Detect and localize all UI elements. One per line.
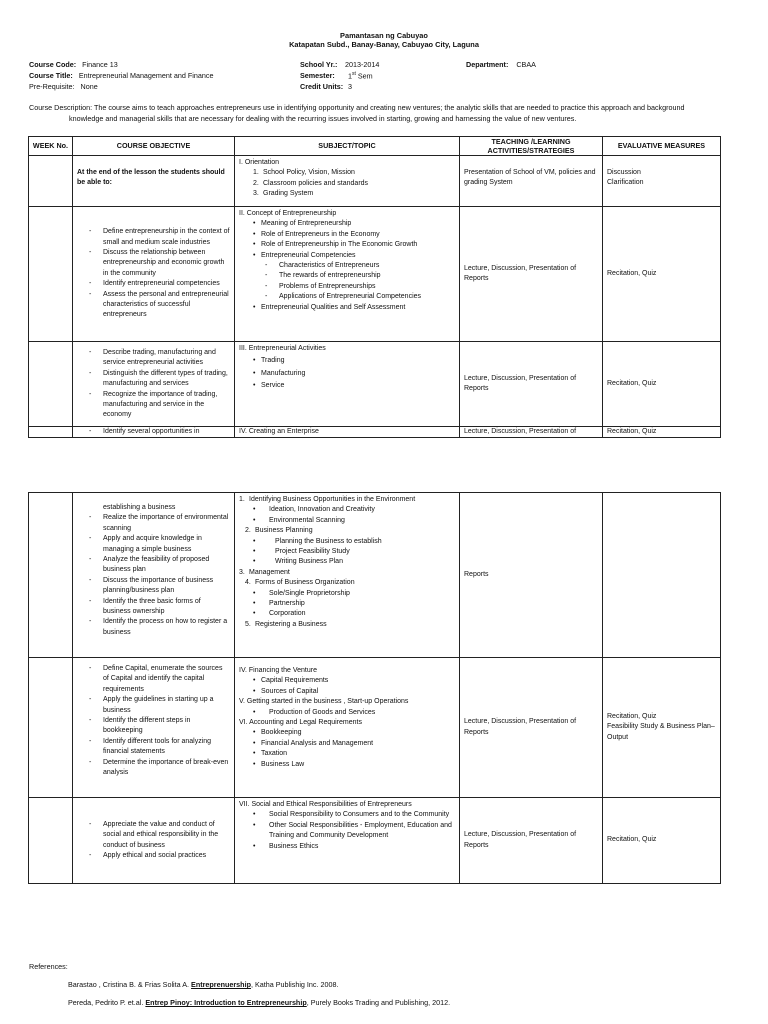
course-code [29, 60, 118, 69]
objective-item: - Realize the importance of environmental scanning [89, 513, 230, 534]
course-title-label: Course Title: [29, 71, 73, 80]
objective-item: - Recognize the importance of trading, manufacturing and service in the economy [89, 390, 230, 421]
description-line-1: Course Description: The course aims to teach approaches entrepreneurs use in identifying opportunity and creating new ventures; the analytic skills that are needed to practice this approach and background [29, 103, 685, 112]
evaluative-cell: Recitation, Quiz [603, 798, 721, 884]
list-item: 2. Classroom policies and standards [253, 179, 369, 187]
objective-item: - Identify the different steps in bookkeeping [89, 716, 230, 737]
teaching-cell: Presentation of School of VM, policies and grading System [460, 156, 603, 207]
list-item: 4. Forms of Business Organization [245, 579, 355, 587]
subject-title: I. Orientation [239, 159, 280, 166]
list-item: • Business Ethics [239, 842, 455, 852]
subject-cell [235, 156, 460, 207]
list-item: 3. Management [239, 568, 290, 576]
teaching-cell: Reports [460, 493, 603, 658]
week-cell [29, 798, 73, 884]
objective-item: - Appreciate the value and conduct of social and ethical responsibility in the conduct of business [89, 820, 230, 851]
subject-cell [235, 658, 460, 798]
objective-item: - Identify several opportunities in [89, 427, 230, 437]
table-row [29, 798, 721, 884]
list-item: • Service [239, 381, 455, 391]
credit-units [300, 82, 352, 91]
header-objective: COURSE OBJECTIVE [73, 137, 235, 156]
list-item: • Trading [239, 356, 455, 366]
objective-item: - Apply ethical and social practices [89, 851, 230, 861]
list-item: • Sole/Single Proprietorship [239, 589, 455, 599]
objective-item: - Identify different tools for analyzing financial statements [89, 737, 230, 758]
objective-item: - Distinguish the different types of trading, manufacturing and services [89, 369, 230, 390]
reference-item: Barastao , Cristina B. & Frias Solita A. Entreprenuership, Katha Publishig Inc. 2008. [68, 980, 339, 989]
subject-title: VI. Accounting and Legal Requirements [239, 719, 362, 727]
dept-label: Department: [466, 60, 509, 69]
course-title-value: Entrepreneurial Management and Finance [78, 71, 214, 80]
week-cell [29, 493, 73, 658]
table-header-row [29, 137, 721, 156]
list-item: 3. Grading System [253, 190, 314, 198]
list-item: • Production of Goods and Services [239, 708, 455, 718]
table-row [29, 207, 721, 342]
evaluative-cell [603, 156, 721, 207]
evaluative-cell [603, 658, 721, 798]
semester [300, 71, 373, 81]
semester-value: 1st Sem [348, 71, 373, 81]
week-cell [29, 156, 73, 207]
table-row [29, 658, 721, 798]
semester-label: Semester: [300, 71, 335, 80]
objective-cell [73, 156, 235, 207]
reference-item: Pereda, Pedrito P. et.al. Entrep Pinoy: Introduction to Entrepreneurship, Purely Books Trading and Publishing, 2012. [68, 998, 451, 1007]
subject-title: II. Concept of Entrepreneurship [239, 210, 337, 217]
list-item: • Manufacturing [239, 369, 455, 379]
objective-item: - Identify the three basic forms of business ownership [89, 597, 230, 618]
sub-list-item: - The rewards of entrepreneurship [239, 271, 455, 281]
evaluative-item: Feasibility Study & Business Plan– Output [607, 723, 715, 741]
sub-list-item: - Problems of Entrepreneurships [239, 282, 455, 292]
sub-list-item: - Characteristics of Entrepreneurs [239, 261, 455, 271]
objective-cell [73, 342, 235, 427]
description-line-2: knowledge and managerial skills that are necessary for dealing with the recurring issues involved in starting, growing and harnessing the value of new ventures. [69, 113, 577, 123]
school-address: Katapatan Subd., Banay-Banay, Cabuyao City, Laguna [289, 40, 479, 49]
objective-item: - Discuss the importance of business planning/business plan [89, 576, 230, 597]
school-name: Pamantasan ng Cabuyao [340, 31, 428, 40]
week-cell [29, 427, 73, 438]
objective-item: - Define Capital, enumerate the sources of Capital and identify the capital requirements [89, 664, 230, 695]
teaching-cell: Lecture, Discussion, Presentation of [460, 427, 603, 438]
objective-item: - Apply the guidelines in starting up a business [89, 695, 230, 716]
list-item: • Financial Analysis and Management [239, 739, 455, 749]
credit-value: 3 [348, 82, 352, 91]
subject-cell [235, 342, 460, 427]
objective-item: - Apply and acquire knowledge in managing a simple business [89, 534, 230, 555]
list-item: • Other Social Responsibilities - Employment, Education and Training and Community Development [239, 821, 455, 842]
objective-cell [73, 798, 235, 884]
credit-label: Credit Units: [300, 82, 344, 91]
subject-cell [235, 207, 460, 342]
evaluative-item: Recitation, Quiz [607, 712, 657, 720]
course-description [29, 103, 745, 124]
table-row [29, 342, 721, 427]
header-evaluative: EVALUATIVE MEASURES [603, 137, 721, 156]
school-yr-value: 2013-2014 [345, 60, 380, 69]
prerequisite [29, 82, 98, 91]
objective-item: - Describe trading, manufacturing and service entrepreneurial activities [89, 348, 230, 369]
objective-cell [73, 493, 235, 658]
evaluative-cell: Recitation, Quiz [603, 427, 721, 438]
objective-item: - Identify the process on how to register a business [89, 617, 230, 638]
school-yr-label: School Yr.: [300, 60, 338, 69]
list-item: • Entrepreneurial Qualities and Self Assessment [239, 303, 455, 313]
subject-cell [235, 798, 460, 884]
objective-item: - Define entrepreneurship in the context of small and medium scale industries [89, 227, 230, 248]
evaluative-cell: Recitation, Quiz [603, 207, 721, 342]
objective-cell [73, 207, 235, 342]
list-item: • Planning the Business to establish [239, 537, 455, 547]
objective-item: - Determine the importance of break-even analysis [89, 758, 230, 779]
department [466, 60, 536, 69]
course-title [29, 71, 213, 80]
list-item: • Ideation, Innovation and Creativity [239, 505, 455, 515]
list-item: • Meaning of Entrepreneurship [239, 219, 455, 229]
list-item: 2. Business Planning [245, 527, 313, 535]
objective-cell [73, 658, 235, 798]
sub-list-item: - Applications of Entrepreneurial Competencies [239, 292, 455, 302]
school-year [300, 60, 380, 69]
dept-value: CBAA [516, 60, 536, 69]
week-cell [29, 207, 73, 342]
evaluative-item: Discussion [607, 169, 641, 176]
subject-cell: IV. Creating an Enterprise [235, 427, 460, 438]
prereq-label: Pre-Requisite: [29, 82, 75, 91]
subject-title: IV. Financing the Venture [239, 667, 317, 674]
evaluative-cell: Recitation, Quiz [603, 342, 721, 427]
list-item: • Social Responsibility to Consumers and to the Community [239, 810, 455, 820]
header-teaching: TEACHING /LEARNING ACTIVITIES/STRATEGIES [460, 137, 603, 156]
objective-intro: At the end of the lesson the students should be able to: [77, 169, 225, 187]
list-item: 1. Identifying Business Opportunities in the Environment [239, 496, 416, 503]
objective-item: - Identify entrepreneurial competencies [89, 279, 230, 289]
prereq-value: None [80, 82, 98, 91]
objective-item: - Assess the personal and entrepreneurial characteristics of successful entrepreneurs [89, 290, 230, 321]
course-code-label: Course Code: [29, 60, 77, 69]
table-row [29, 156, 721, 207]
evaluative-item: Clarification [607, 179, 644, 187]
list-item: • Role of Entrepreneurship in The Economic Growth [239, 240, 455, 250]
header-week: WEEK No. [29, 137, 73, 156]
teaching-cell: Lecture, Discussion, Presentation of Reports [460, 342, 603, 427]
table-row [29, 493, 721, 658]
teaching-cell: Lecture, Discussion, Presentation of Reports [460, 798, 603, 884]
week-cell [29, 658, 73, 798]
subject-title: V. Getting started in the business , Start-up Operations [239, 698, 409, 706]
list-item: • Bookkeeping [239, 728, 455, 738]
list-item: 1. School Policy, Vision, Mission [253, 169, 355, 177]
course-code-value: Finance 13 [82, 60, 118, 69]
list-item: • Role of Entrepreneurs in the Economy [239, 230, 455, 240]
teaching-cell: Lecture, Discussion, Presentation of Reports [460, 658, 603, 798]
list-item: • Capital Requirements [239, 676, 455, 686]
list-item: • Environmental Scanning [239, 516, 455, 526]
list-item: 5. Registering a Business [245, 620, 327, 628]
list-item: • Project Feasibility Study [239, 547, 455, 557]
references-label: References: [29, 962, 68, 971]
list-item: • Taxation [239, 749, 455, 759]
syllabus-table-2 [28, 492, 721, 884]
objective-item: - Discuss the relationship between entrepreneurship and economic growth in the community [89, 248, 230, 279]
subject-cell [235, 493, 460, 658]
subject-title: III. Entrepreneurial Activities [239, 345, 326, 352]
objective-cell [73, 427, 235, 438]
evaluative-cell [603, 493, 721, 658]
objective-item: - Analyze the feasibility of proposed business plan [89, 555, 230, 576]
list-item: • Entrepreneurial Competencies [239, 251, 455, 261]
objective-item: establishing a business [103, 504, 176, 511]
list-item: • Sources of Capital [239, 687, 455, 697]
week-cell [29, 342, 73, 427]
list-item: • Business Law [239, 760, 455, 770]
syllabus-table-1 [28, 136, 721, 438]
list-item: • Writing Business Plan [239, 557, 455, 567]
teaching-cell: Lecture, Discussion, Presentation of Reports [460, 207, 603, 342]
header-subject: SUBJECT/TOPIC [235, 137, 460, 156]
list-item: • Corporation [239, 609, 455, 619]
list-item: • Partnership [239, 599, 455, 609]
subject-title: VII. Social and Ethical Responsibilities of Entrepreneurs [239, 801, 412, 808]
table-row [29, 427, 721, 438]
